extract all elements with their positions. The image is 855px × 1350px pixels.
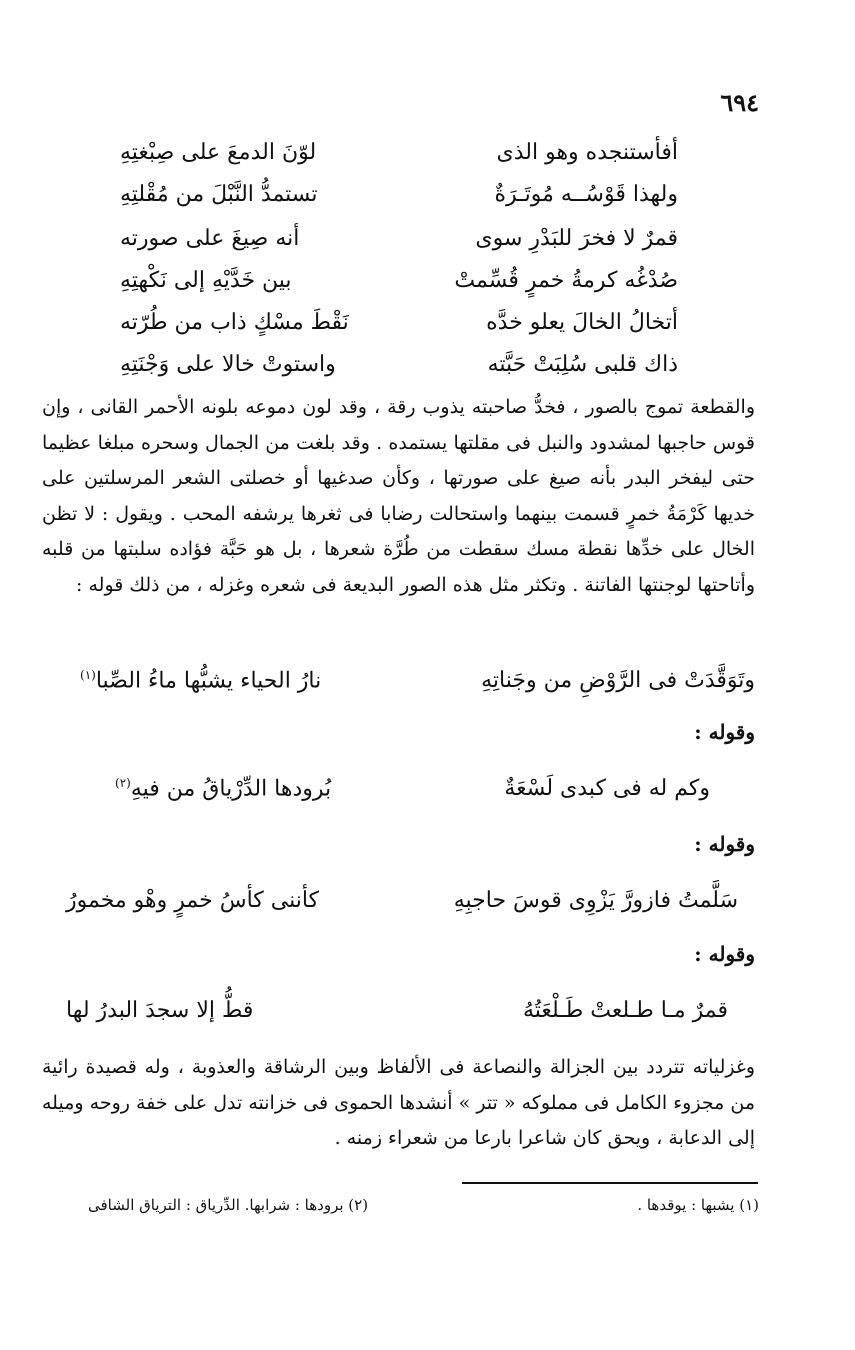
verse-text: نارُ الحياء يشبُّها ماءُ الصِّبا	[95, 668, 322, 694]
quoted-verse	[66, 888, 738, 913]
verse-second-hemistich: واستوتْ خالا على وَجْنَتِهِ	[120, 352, 336, 377]
verse-first-hemistich: ذاك قلبى سُلِبَتْ حَبَّته	[487, 352, 678, 377]
poem-verse	[120, 226, 678, 251]
poem-verse	[120, 182, 678, 207]
poem-verse	[120, 268, 678, 293]
footnote-2: (٢) برودها : شرابها. الدِّرياق : الترياق الشافى	[88, 1196, 369, 1214]
footnote-marker: (٢)	[115, 776, 131, 790]
quoted-verse	[66, 998, 728, 1023]
footnote-separator	[462, 1182, 758, 1184]
verse-second-hemistich	[80, 668, 321, 693]
commentary-paragraph: وغزلياته تتردد بين الجزالة والنصاعة فى الألفاظ وبين الرشاقة والعذوبة ، وله قصيدة رائية من مجزوء الكامل فى مملوكه « تتر » أنشدها الحموى فى خزانته تدل على خفة روحه وميله إلى الدعابة ، ويحق كان شاعرا بارعا من شعراء زمنه .	[42, 1056, 755, 1149]
quoted-verse	[80, 668, 755, 693]
verse-second-hemistich: قطُّ إلا سجدَ البدرُ لها	[66, 998, 254, 1023]
footnote-marker: (١)	[80, 668, 96, 682]
verse-first-hemistich: صُدْغُه كرمةُ خمرٍ قُسِّمتْ	[454, 268, 678, 293]
commentary-paragraph: والقطعة تموج بالصور ، فخدُّ صاحبته يذوب رقة ، وقد لون دموعه بلونه الأحمر القانى ، وإن قوس حاجبها لمشدود والنبل فى مقلتها يستمده . وقد بلغت من الجمال وسحره مبلغا عظيما حتى ليفخر البدر بأنه صيغ على صورتها ، وكأن صدغيها أو خصلتى الشعر المرسلتين على خديها كَرْمَةُ خمرٍ قسمت بينهما واستحالت رضابا فى ثغرها يرشفه المحب . ويقول : لا تظن الخال على خدِّها نقطة مسك سقطت من طُرَّة شعرها ، بل هو حَبَّة فؤاده سلبتها من قلبه وأتاحتها لوجنتها الفاتنة . وتكثر مثل هذه الصور البديعة فى شعره وغزله ، من ذلك قوله :	[42, 396, 755, 596]
quote-label: وقوله :	[694, 942, 755, 966]
poem-verse	[120, 352, 678, 377]
verse-first-hemistich: سَلَّمتُ فازورَّ يَزْوِى قوسَ حاجبِهِ	[453, 888, 738, 913]
verse-second-hemistich: أنه صِيغَ على صورته	[120, 226, 300, 251]
verse-second-hemistich: كأننى كأسُ خمرٍ وهْو مخمورُ	[66, 888, 320, 913]
quote-label: وقوله :	[694, 720, 755, 744]
verse-second-hemistich	[115, 776, 331, 801]
verse-text: بُرودها الدِّرْياقُ من فيهِ	[130, 776, 332, 802]
page-number: ٦٩٤	[720, 88, 759, 117]
verse-first-hemistich: ولهذا قَوْسُــه مُوتَـرَةٌ	[494, 182, 678, 207]
poem-verse	[120, 310, 678, 335]
verse-second-hemistich: بين خَدَّيْهِ إلى نَكْهتِهِ	[120, 268, 292, 293]
footnote-1: (١) يشبها : يوقدها .	[637, 1196, 759, 1214]
verse-first-hemistich: قمرٌ لا فخرَ للبَدْرِ سوى	[475, 226, 678, 251]
verse-first-hemistich: وتَوَقَّدَتْ فى الرَّوْضِ من وجَناتِهِ	[481, 668, 755, 694]
verse-second-hemistich: لوّنَ الدمعَ على صِبْغتِهِ	[120, 140, 317, 165]
verse-second-hemistich: تستمدُّ النَّبْلَ من مُقْلتِهِ	[120, 182, 318, 207]
verse-first-hemistich: وكم له فى كبدى لَسْعَةٌ	[504, 776, 710, 802]
verse-first-hemistich: أتخالُ الخالَ يعلو خدَّه	[486, 310, 678, 335]
poem-verse	[120, 140, 678, 165]
verse-first-hemistich: قمرٌ مـا طـلعتْ طَـلْعَتُهُ	[522, 998, 728, 1023]
quote-label: وقوله :	[694, 832, 755, 856]
verse-second-hemistich: نَقْطَ مسْكٍ ذاب من طُرّته	[120, 310, 349, 335]
quoted-verse	[115, 776, 710, 801]
verse-first-hemistich: أفأستنجده وهو الذى	[496, 140, 678, 165]
